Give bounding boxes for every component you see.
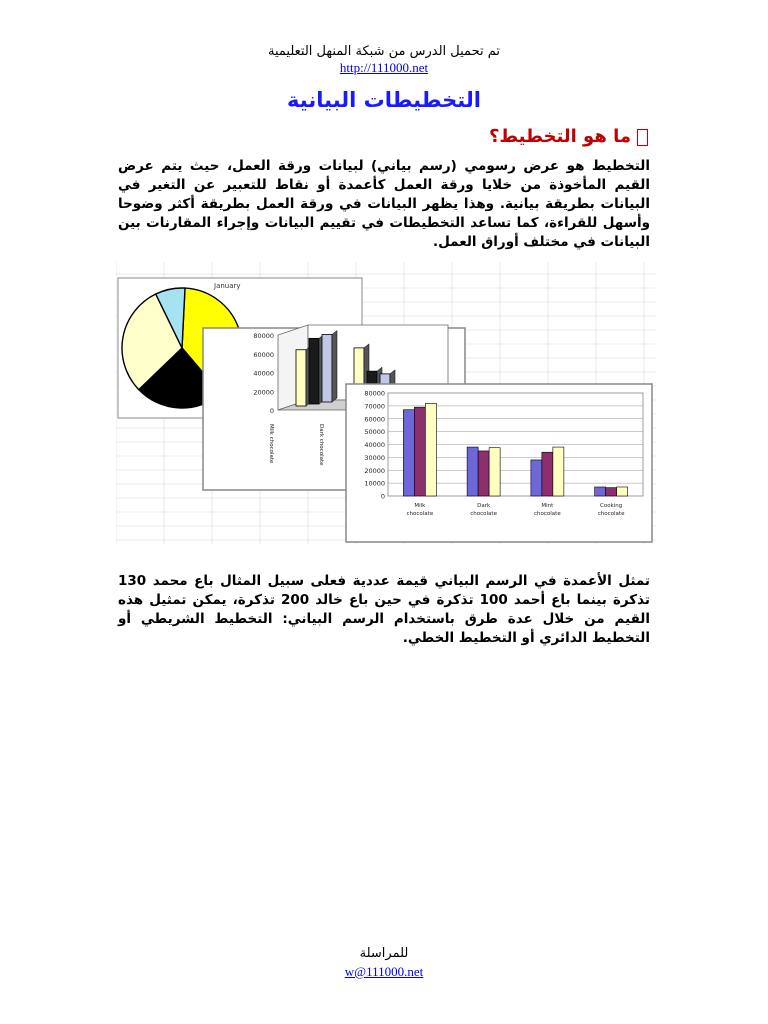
bar-chart-category-label: Milk xyxy=(414,503,426,509)
bar-chart-bar xyxy=(606,488,617,496)
bullet-box-icon xyxy=(637,129,648,146)
bar-chart-bar xyxy=(617,487,628,496)
bar3d-tick-label: 60000 xyxy=(253,350,274,359)
bar-chart-bar xyxy=(414,407,425,496)
footer-email-link[interactable]: w@111000.net xyxy=(344,964,424,979)
bar-chart-tick-label: 60000 xyxy=(364,415,385,424)
header-text: تم تحميل الدرس من شبكة المنهل التعليمية xyxy=(268,44,500,59)
bar-chart-tick-label: 50000 xyxy=(364,428,385,437)
bar-chart-bar xyxy=(489,448,500,496)
bar3d-tick-label: 80000 xyxy=(253,332,274,340)
bar-chart-tick-label: 40000 xyxy=(364,441,385,449)
bar-chart-bar xyxy=(478,451,489,496)
bar-chart-tick-label: 30000 xyxy=(364,453,385,462)
bar-chart-category-label: Cooking xyxy=(599,503,623,509)
bar-chart-tick-label: 70000 xyxy=(364,402,385,411)
paragraph-definition: التخطيط هو عرض رسومي (رسم بياني) لبيانات ورقة العمل، حيث يتم عرض القيم المأخوذة من خلايا ورقة العمل كأعمدة أو نقاط للتعبير عن التغير في البيانات بطريقة بيانية. وهذا يظهر البيانات في ورقة العمل بطريقة أكثر وضوحا وأسهل للقراءة، كما تساعد التخطيطات في تقييم البيانات وإجراء المقارنات بين البيانات في مختلف أوراق العمل. xyxy=(118,158,650,250)
charts-figure xyxy=(116,262,656,544)
bar-chart-category-label: chocolate xyxy=(534,511,561,517)
bar-chart-category-label: Mint xyxy=(541,503,554,509)
bar3d-bar xyxy=(296,350,306,406)
footer-text: للمراسلة xyxy=(359,946,409,961)
bar-chart-category-label: chocolate xyxy=(406,511,434,517)
bar3d-bar xyxy=(322,335,332,403)
bar-chart-bar xyxy=(595,487,606,496)
bar-chart-bar xyxy=(553,447,564,496)
page-title: التخطيطات البيانية xyxy=(287,88,481,112)
bar-chart-tick-label: 0 xyxy=(380,492,385,501)
paragraph-example: تمثل الأعمدة في الرسم البياني قيمة عددية فعلى سبيل المثال باع محمد 130 تذكرة بينما باع أحمد 100 تذكرة في حين باع خالد 200 تذكرة، يمكن تمثيل هذه القيم من خلال عدة طرق باستخدام الرسم البياني: التخطيط الشريطي أو التخطيط الدائري أو التخطيط الخطي. xyxy=(118,573,650,646)
bar-chart-bar xyxy=(467,447,478,496)
bar3d-tick-label: 40000 xyxy=(253,369,274,378)
bar-chart-bar xyxy=(425,403,436,496)
bar-chart-tick-label: 20000 xyxy=(364,466,385,475)
section-heading xyxy=(489,126,648,147)
bar-chart-window xyxy=(346,384,652,542)
header-link[interactable]: http://111000.net xyxy=(339,60,429,75)
bar3d-category-label: Milk chocolate xyxy=(268,424,274,464)
bar3d-tick-label: 20000 xyxy=(253,388,274,397)
bar-chart-category-label: Dark xyxy=(477,503,491,509)
bar-chart-tick-label: 10000 xyxy=(364,479,385,488)
bar-chart-category-label: chocolate xyxy=(470,511,497,517)
bar-chart-bar xyxy=(403,410,414,496)
charts-svg xyxy=(116,262,656,544)
bar3d-bar-side xyxy=(332,331,337,403)
bar-chart-tick-label: 80000 xyxy=(364,389,385,398)
bar-chart-bar xyxy=(531,460,542,496)
bar3d-bar xyxy=(309,338,319,404)
bar-chart-bar xyxy=(542,452,553,496)
pie-title: January xyxy=(214,282,241,290)
section-heading-text: ما هو التخطيط؟ xyxy=(488,126,631,147)
bar3d-category-label: Dark chocolate xyxy=(318,424,324,466)
bar-chart-category-label: chocolate xyxy=(597,511,625,517)
bar3d-tick-label: 0 xyxy=(269,407,274,415)
